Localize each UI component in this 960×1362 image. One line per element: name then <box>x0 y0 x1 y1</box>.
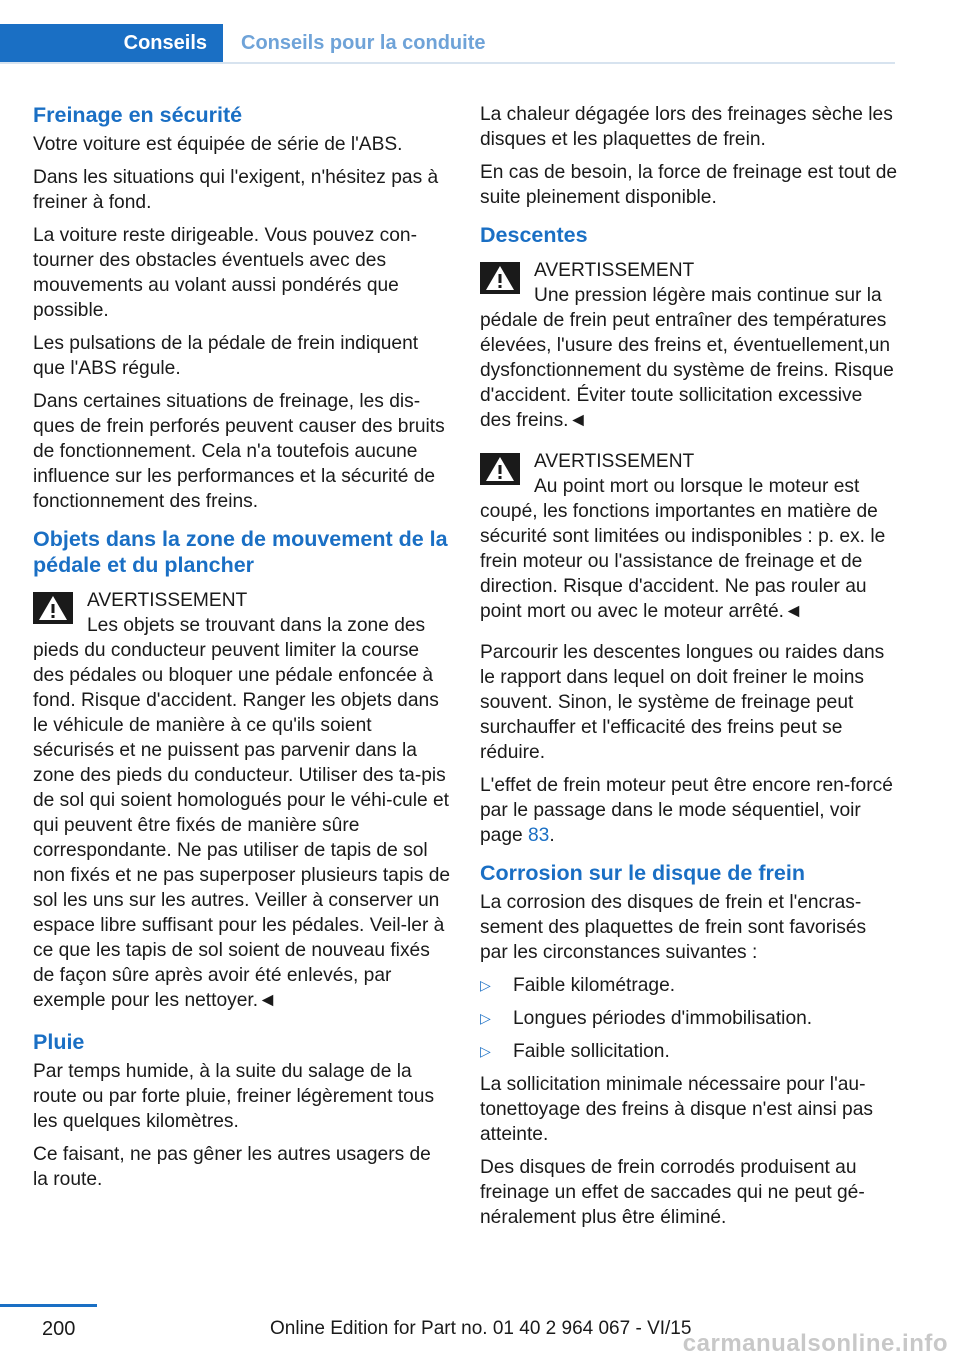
warning-triangle-icon <box>480 262 520 294</box>
paragraph: Dans les situations qui l'exigent, n'hésitez pas à freiner à fond. <box>33 167 439 213</box>
tab-conseils[interactable]: Conseils <box>0 24 223 62</box>
heading-freinage: Freinage en sécurité <box>33 103 243 127</box>
list-item-text: Faible kilométrage. <box>513 975 676 996</box>
warning-title: AVERTISSEMENT <box>87 590 248 611</box>
paragraph-with-link <box>480 773 898 848</box>
list-item-text: Faible sollicitation. <box>513 1041 670 1062</box>
paragraph: La corrosion des disques de frein et l'encras‐sement des plaquettes de frein sont favorisés par les circonstances suivantes : <box>480 892 867 963</box>
paragraph: Ce faisant, ne pas gêner les autres usagers de la route. <box>33 1144 431 1190</box>
paragraph: Les pulsations de la pédale de frein indiquent que l'ABS régule. <box>33 333 419 379</box>
page-number-bar <box>0 1304 97 1307</box>
warning-title: AVERTISSEMENT <box>534 260 695 281</box>
warning-title: AVERTISSEMENT <box>534 451 695 472</box>
warning-block <box>480 449 898 624</box>
warning-text: Les objets se trouvant dans la zone des pieds du conducteur peuvent limiter la course des pédales ou bloquer une pédale enfoncée à fond. Risque d'accident. Ranger les objets dans le véhicule de manière à ce qu'ils soient sécurisés et ne puissent pas parvenir dans la zone des pieds du conducteur. Utiliser des ta‐pis de sol qui soient homologués pour le véhi‐cule et qui peuvent être fixés de manière sûre correspondante. Ne pas utiliser de tapis de sol non fixés et ne pas superposer plusieurs tapis de sol les uns sur les autres. Veiller à conserver un espace libre suffisant pour les pédales. Veil‐ler à ce que les tapis de sol soient de nouveau fixés de façon sûre après avoir été enlevés, par exemple pour les nettoyer.◄ <box>33 615 451 1011</box>
paragraph: La voiture reste dirigeable. Vous pouvez con‐tourner des obstacles éventuels avec des mouvements au volant aussi pondérés que possible. <box>33 225 417 321</box>
list-item <box>480 973 898 998</box>
triangle-bullet-icon: ▷ <box>480 977 491 993</box>
warning-triangle-icon <box>480 453 520 485</box>
paragraph: Votre voiture est équipée de série de l'ABS. <box>33 134 403 155</box>
paragraph: La sollicitation minimale nécessaire pour l'au‐tonettoyage des freins à disque n'est ainsi pas atteinte. <box>480 1074 873 1145</box>
paragraph: En cas de besoin, la force de freinage est tout de suite pleinement disponible. <box>480 162 898 208</box>
triangle-bullet-icon: ▷ <box>480 1043 491 1059</box>
page-number: 200 <box>42 1318 76 1340</box>
warning-text: Au point mort ou lorsque le moteur est coupé, les fonctions importantes en matière de sécurité sont limitées ou indisponibles : p. ex. le frein moteur ou l'assistance de freinage et de direction. Risque d'accident. Ne pas rouler au point mort ou avec le moteur arrêté.◄ <box>480 476 886 622</box>
paragraph: Parcourir les descentes longues ou raides dans le rapport dans lequel on doit freiner le moins souvent. Sinon, le système de freinage peut surchauffer et l'efficacité des freins peut se réduire. <box>480 642 885 763</box>
warning-block <box>480 258 898 433</box>
paragraph: Dans certaines situations de freinage, les dis‐ques de frein perforés peuvent causer des bruits de fonctionnement. Cela n'a toutefois aucune influence sur les performances et la sécurité de fonctionnement des freins. <box>33 391 445 512</box>
heading-pluie: Pluie <box>33 1030 85 1054</box>
list-item <box>480 1039 898 1064</box>
warning-text: Une pression légère mais continue sur la pédale de frein peut entraîner des températures élevées, l'usure des freins et, éventuellement,un dysfonctionnement du système de freins. Risque d'accident. Éviter toute sollicitation excessive des freins.◄ <box>480 285 894 431</box>
list-item <box>480 1006 898 1031</box>
warning-block <box>33 588 451 1013</box>
edition-footer: Online Edition for Part no. 01 40 2 964 067 - VI/15 <box>270 1318 692 1339</box>
left-column <box>33 102 451 1200</box>
bullet-list <box>480 973 898 1064</box>
heading-objets: Objets dans la zone de mouvement de la pédale et du plancher <box>33 527 448 577</box>
right-column <box>480 102 898 1238</box>
heading-descentes: Descentes <box>480 223 588 247</box>
header-tab-bar <box>0 24 895 64</box>
paragraph: Par temps humide, à la suite du salage de la route ou par forte pluie, freiner légèrement tous les quelques kilomètres. <box>33 1061 435 1132</box>
heading-corrosion: Corrosion sur le disque de frein <box>480 861 805 885</box>
list-item-text: Longues périodes d'immobilisation. <box>513 1008 813 1029</box>
page-link[interactable]: 83 <box>528 825 550 846</box>
text: . <box>549 825 555 846</box>
text: L'effet de frein moteur peut être encore ren‐forcé par le passage dans le mode séquentiel, voir page <box>480 775 893 846</box>
tab-conseils-conduite[interactable]: Conseils pour la conduite <box>241 32 486 54</box>
watermark: carmanualsonline.info <box>682 1330 948 1357</box>
warning-triangle-icon <box>33 592 73 624</box>
paragraph: La chaleur dégagée lors des freinages sèche les disques et les plaquettes de frein. <box>480 104 893 150</box>
paragraph: Des disques de frein corrodés produisent au freinage un effet de saccades qui ne peut gé‐néralement plus être éliminé. <box>480 1157 865 1228</box>
triangle-bullet-icon: ▷ <box>480 1010 491 1026</box>
